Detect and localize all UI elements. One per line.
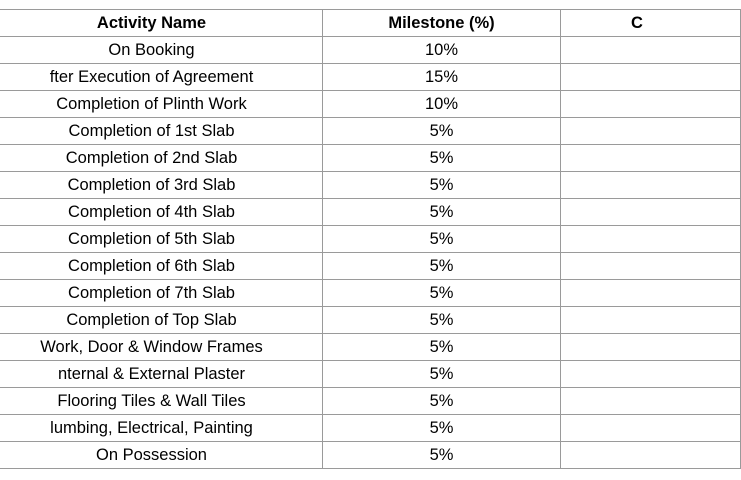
table-row bbox=[0, 226, 741, 253]
third-column-cell bbox=[561, 199, 741, 226]
third-column-cell bbox=[561, 37, 741, 64]
milestone-cell: 5% bbox=[323, 226, 561, 253]
activity-cell: Completion of Plinth Work bbox=[0, 91, 323, 118]
activity-cell: Completion of 4th Slab bbox=[0, 199, 323, 226]
milestone-cell: 5% bbox=[323, 388, 561, 415]
milestone-cell: 10% bbox=[323, 91, 561, 118]
table-row bbox=[0, 172, 741, 199]
milestone-cell: 5% bbox=[323, 145, 561, 172]
third-column-cell bbox=[561, 280, 741, 307]
header-third-column: C bbox=[561, 10, 741, 37]
activity-cell: Completion of 5th Slab bbox=[0, 226, 323, 253]
payment-schedule-table bbox=[0, 9, 741, 469]
third-column-cell bbox=[561, 91, 741, 118]
third-column-cell bbox=[561, 172, 741, 199]
milestone-cell: 15% bbox=[323, 64, 561, 91]
third-column-cell bbox=[561, 145, 741, 172]
header-row bbox=[0, 10, 741, 37]
third-column-cell bbox=[561, 118, 741, 145]
activity-cell: Flooring Tiles & Wall Tiles bbox=[0, 388, 323, 415]
activity-cell: Completion of Top Slab bbox=[0, 307, 323, 334]
activity-cell: Completion of 1st Slab bbox=[0, 118, 323, 145]
activity-cell: Completion of 6th Slab bbox=[0, 253, 323, 280]
milestone-cell: 5% bbox=[323, 118, 561, 145]
table-row bbox=[0, 118, 741, 145]
milestone-cell: 5% bbox=[323, 307, 561, 334]
third-column-cell bbox=[561, 334, 741, 361]
table-row bbox=[0, 415, 741, 442]
milestone-cell: 5% bbox=[323, 334, 561, 361]
third-column-cell bbox=[561, 388, 741, 415]
table-row bbox=[0, 145, 741, 172]
third-column-cell bbox=[561, 307, 741, 334]
milestone-cell: 5% bbox=[323, 253, 561, 280]
table-row bbox=[0, 37, 741, 64]
milestone-cell: 5% bbox=[323, 442, 561, 469]
third-column-cell bbox=[561, 361, 741, 388]
table-row bbox=[0, 307, 741, 334]
activity-cell: lumbing, Electrical, Painting bbox=[0, 415, 323, 442]
milestone-cell: 10% bbox=[323, 37, 561, 64]
table-row bbox=[0, 361, 741, 388]
table-row bbox=[0, 199, 741, 226]
activity-cell: On Possession bbox=[0, 442, 323, 469]
activity-cell: Work, Door & Window Frames bbox=[0, 334, 323, 361]
third-column-cell bbox=[561, 253, 741, 280]
third-column-cell bbox=[561, 442, 741, 469]
third-column-cell bbox=[561, 64, 741, 91]
table-row bbox=[0, 388, 741, 415]
milestone-cell: 5% bbox=[323, 415, 561, 442]
activity-cell: On Booking bbox=[0, 37, 323, 64]
third-column-cell bbox=[561, 415, 741, 442]
activity-cell: fter Execution of Agreement bbox=[0, 64, 323, 91]
table-row bbox=[0, 91, 741, 118]
table-row bbox=[0, 253, 741, 280]
milestone-cell: 5% bbox=[323, 199, 561, 226]
header-milestone: Milestone (%) bbox=[323, 10, 561, 37]
activity-cell: nternal & External Plaster bbox=[0, 361, 323, 388]
header-activity-name: Activity Name bbox=[0, 10, 323, 37]
table-row bbox=[0, 334, 741, 361]
activity-cell: Completion of 7th Slab bbox=[0, 280, 323, 307]
milestone-cell: 5% bbox=[323, 172, 561, 199]
third-column-cell bbox=[561, 226, 741, 253]
milestone-cell: 5% bbox=[323, 280, 561, 307]
milestone-cell: 5% bbox=[323, 361, 561, 388]
table-row bbox=[0, 280, 741, 307]
activity-cell: Completion of 3rd Slab bbox=[0, 172, 323, 199]
activity-cell: Completion of 2nd Slab bbox=[0, 145, 323, 172]
table-row bbox=[0, 64, 741, 91]
schedule-body bbox=[0, 37, 741, 469]
table-row bbox=[0, 442, 741, 469]
